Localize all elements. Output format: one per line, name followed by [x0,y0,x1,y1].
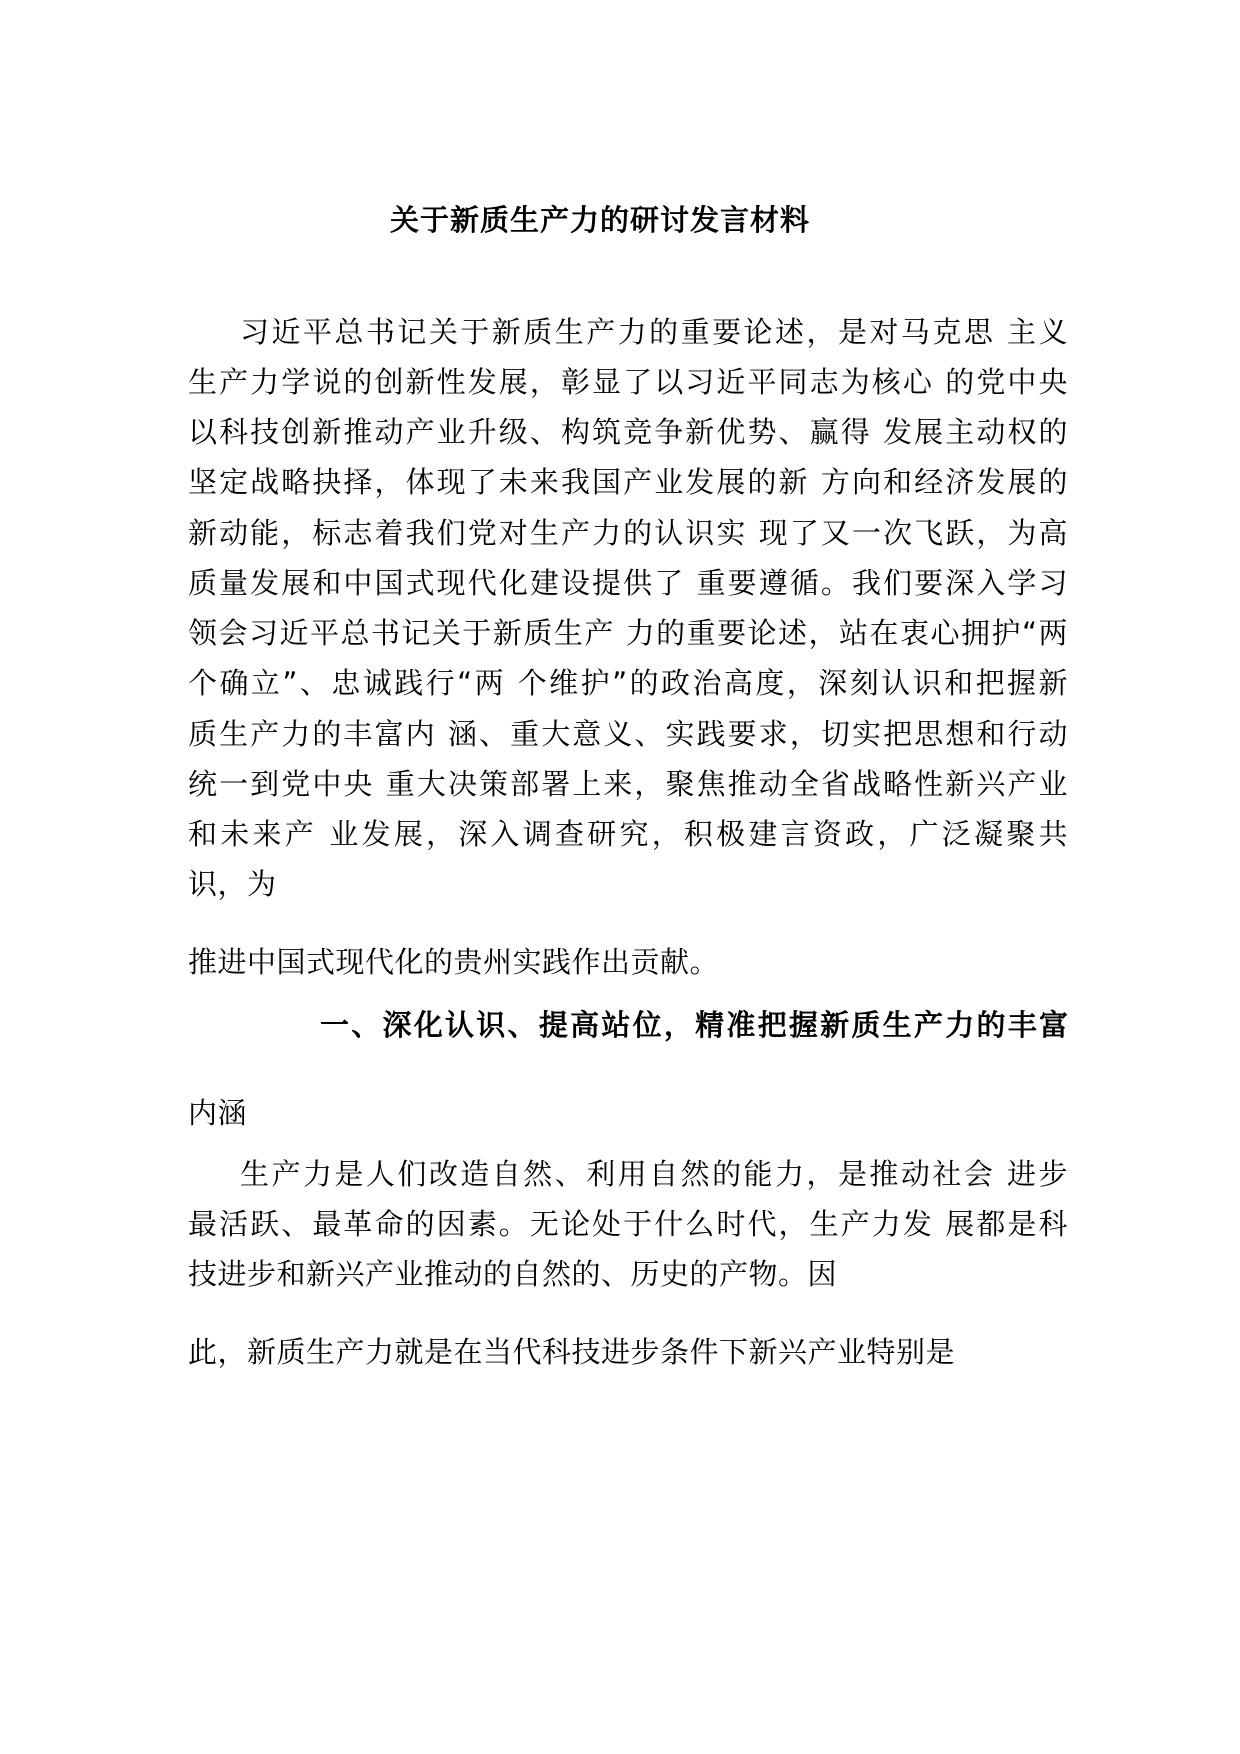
paragraph-line: 技进步和新兴产业推动的自然的、历史的产物。因 [188,1257,838,1291]
paragraph-line: 习近平总书记关于新质生产力的重要论述，是对马克思 主义 [240,315,1068,349]
paragraph-line: 此，新质生产力就是在当代科技进步条件下新兴产业特别是 [188,1335,956,1369]
paragraph-line: 生产力学说的创新性发展，彰显了以习近平同志为核心 的党中央 [188,365,1068,399]
paragraph-line: 坚定战略抉择，体现了未来我国产业发展的新 方向和经济发展的 [188,465,1068,499]
paragraph-line: 生产力是人们改造自然、利用自然的能力，是推动社会 进步 [240,1157,1068,1191]
paragraph-line: 质生产力的丰富内 涵、重大意义、实践要求，切实把思想和行动 [188,717,1068,751]
paragraph-line: 质量发展和中国式现代化建设提供了 重要遵循。我们要深入学习 [188,566,1068,600]
paragraph-line: 识，为 [188,867,277,901]
document-title: 关于新质生产力的研讨发言材料 [389,203,810,237]
paragraph-line: 以科技创新推动产业升级、构筑竞争新优势、赢得 发展主动权的 [188,415,1068,449]
paragraph-line: 领会习近平总书记关于新质生产 力的重要论述，站在衷心拥护“两 [188,616,1068,650]
paragraph-line: 最活跃、最革命的因素。无论处于什么时代，生产力发 展都是科 [188,1207,1068,1241]
paragraph-line: 推进中国式现代化的贵州实践作出贡献。 [188,945,720,979]
paragraph-line: 个确立”、忠诚践行“两 个维护”的政治高度，深刻认识和把握新 [188,666,1068,700]
section-heading-continuation: 内涵 [188,1096,248,1130]
paragraph-line: 新动能，标志着我们党对生产力的认识实 现了又一次飞跃，为高 [188,516,1068,550]
section-heading: 一、深化认识、提高站位，精准把握新质生产力的丰富 [320,1008,1068,1042]
paragraph-line: 和未来产 业发展，深入调查研究，积极建言资政，广泛凝聚共 [188,817,1068,851]
paragraph-line: 统一到党中央 重大决策部署上来，聚焦推动全省战略性新兴产业 [188,767,1068,801]
